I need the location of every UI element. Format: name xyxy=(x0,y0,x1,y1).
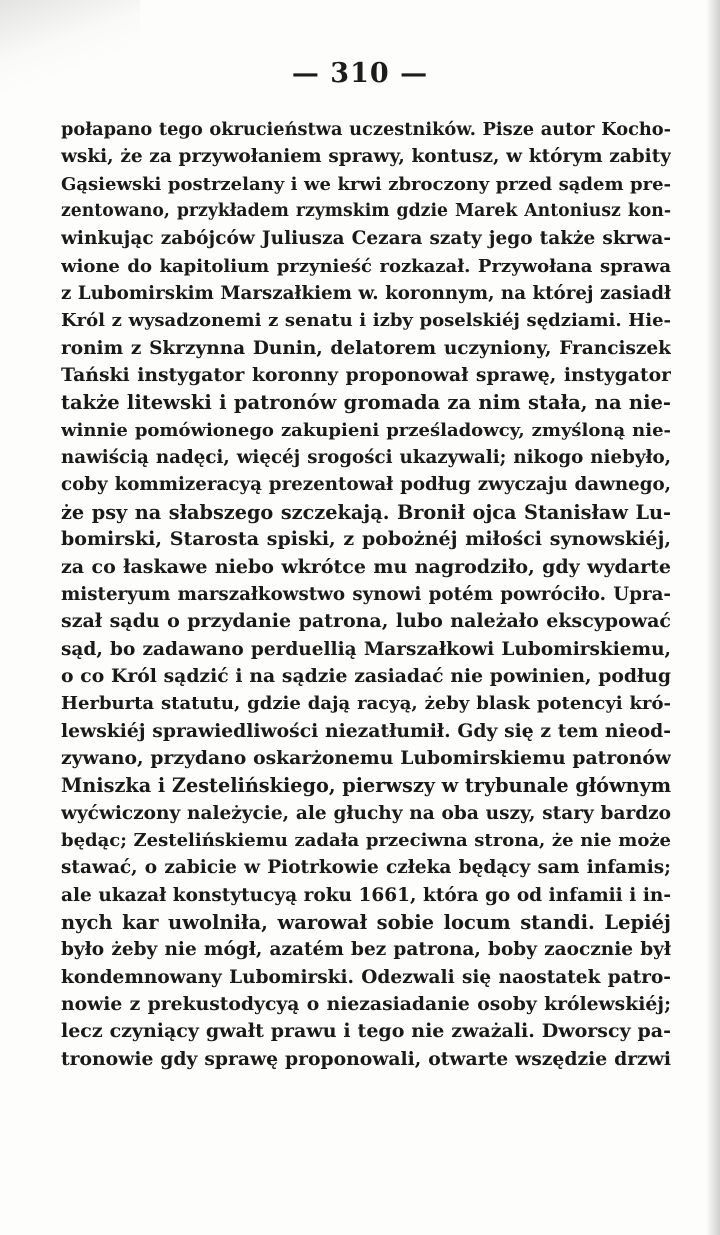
text-line: kondemnowany Lubomirski. Odezwali się naostatek patro- xyxy=(61,966,671,988)
text-line: nych kar uwolniła, warował sobie locum standi. Lepiéj xyxy=(61,910,671,934)
body-text xyxy=(61,116,671,1073)
text-line: stawać, o zabicie w Piotrkowie człeka będący sam infamis; xyxy=(61,857,671,879)
text-line: ale ukazał konstytucyą roku 1661, która go od infamii i in- xyxy=(61,884,671,906)
text-line: szał sądu o przydanie patrona, lubo należało ekscypować xyxy=(61,610,671,633)
text-line: coby kommizeracyą prezentował podług zwyczaju dawnego, xyxy=(61,474,671,496)
text-line: Tański instygator koronny proponował sprawę, instygator xyxy=(61,364,671,387)
text-line: nawiścią nadęci, więcéj srogości ukazywali; nikogo niebyło, xyxy=(61,447,671,469)
text-line: nowie z prekustodycyą o niezasiadanie osoby królewskiéj; xyxy=(61,993,671,1015)
text-line: za co łaskawe niebo wkrótce mu nagrodziło, gdy wydarte xyxy=(61,555,671,578)
text-line: Król z wysadzonemi z senatu i izby poselskiéj sędziami. Hie- xyxy=(61,310,671,332)
text-line: wyćwiczony należycie, ale głuchy na oba uszy, stary bardzo xyxy=(61,802,671,824)
text-line: winnie pomówionego zakupieni prześladowcy, zmyśloną nie- xyxy=(61,419,671,441)
text-line: lecz czyniący gwałt prawu i tego nie zważali. Dworscy pa- xyxy=(61,1020,671,1043)
text-line: Gąsiewski postrzelany i we krwi zbroczony przed sądem pre- xyxy=(61,173,671,195)
text-line: Herburta statutu, gdzie dają racyą, żeby blask potencyi kró- xyxy=(61,693,671,715)
text-line: tronowie gdy sprawę proponowali, otwarte wszędzie drzwi xyxy=(61,1047,671,1070)
text-line: zywano, przydano oskarżonemu Lubomirskiemu patronów xyxy=(61,746,671,769)
text-line: wski, że za przywołaniem sprawy, kontusz, w którym zabity xyxy=(61,146,671,168)
page-right-edge-shadow xyxy=(706,0,720,1235)
text-line: także litewski i patronów gromada za nim stała, na nie- xyxy=(61,391,671,415)
text-line: o co Król sądzić i na sądzie zasiadać nie powinien, podług xyxy=(61,664,671,687)
text-line: połapano tego okrucieństwa uczestników. Pisze autor Kocho- xyxy=(61,119,671,140)
text-line: wione do kapitolium przynieść rozkazał. Przywołana sprawa xyxy=(61,255,671,277)
text-line: było żeby nie mógł, azatém bez patrona, boby zaocznie był xyxy=(61,939,671,961)
text-line: ronim z Skrzynna Dunin, delatorem uczyniony, Franciszek xyxy=(61,337,671,359)
text-line: będąc; Zestelińskiemu zadała przeciwna strona, że nie może xyxy=(61,829,671,851)
text-line: że psy na słabszego szczekają. Bronił ojca Stanisław Lu- xyxy=(61,500,671,524)
text-line: bomirski, Starosta spiski, z pobożnéj miłości synowskiéj, xyxy=(61,528,671,551)
text-line: sąd, bo zadawano perduellią Marszałkowi Lubomirskiemu, xyxy=(61,638,671,660)
text-line: lewskiéj sprawiedliwości niezatłumił. Gdy się z tem nieod- xyxy=(61,719,671,742)
text-line: winkując zabójców Juliusza Cezara szaty jego także skrwa- xyxy=(61,228,671,250)
text-line: z Lubomirskim Marszałkiem w. koronnym, na której zasiadł xyxy=(61,283,671,305)
text-line: Mniszka i Zestelińskiego, pierwszy w trybunale głównym xyxy=(61,774,671,798)
text-line: misteryum marszałkowstwo synowi potém powróciło. Upra- xyxy=(61,583,671,605)
text-line: zentowano, przykładem rzymskim gdzie Marek Antoniusz kon- xyxy=(61,201,671,222)
page-number: — 310 — xyxy=(291,58,429,89)
